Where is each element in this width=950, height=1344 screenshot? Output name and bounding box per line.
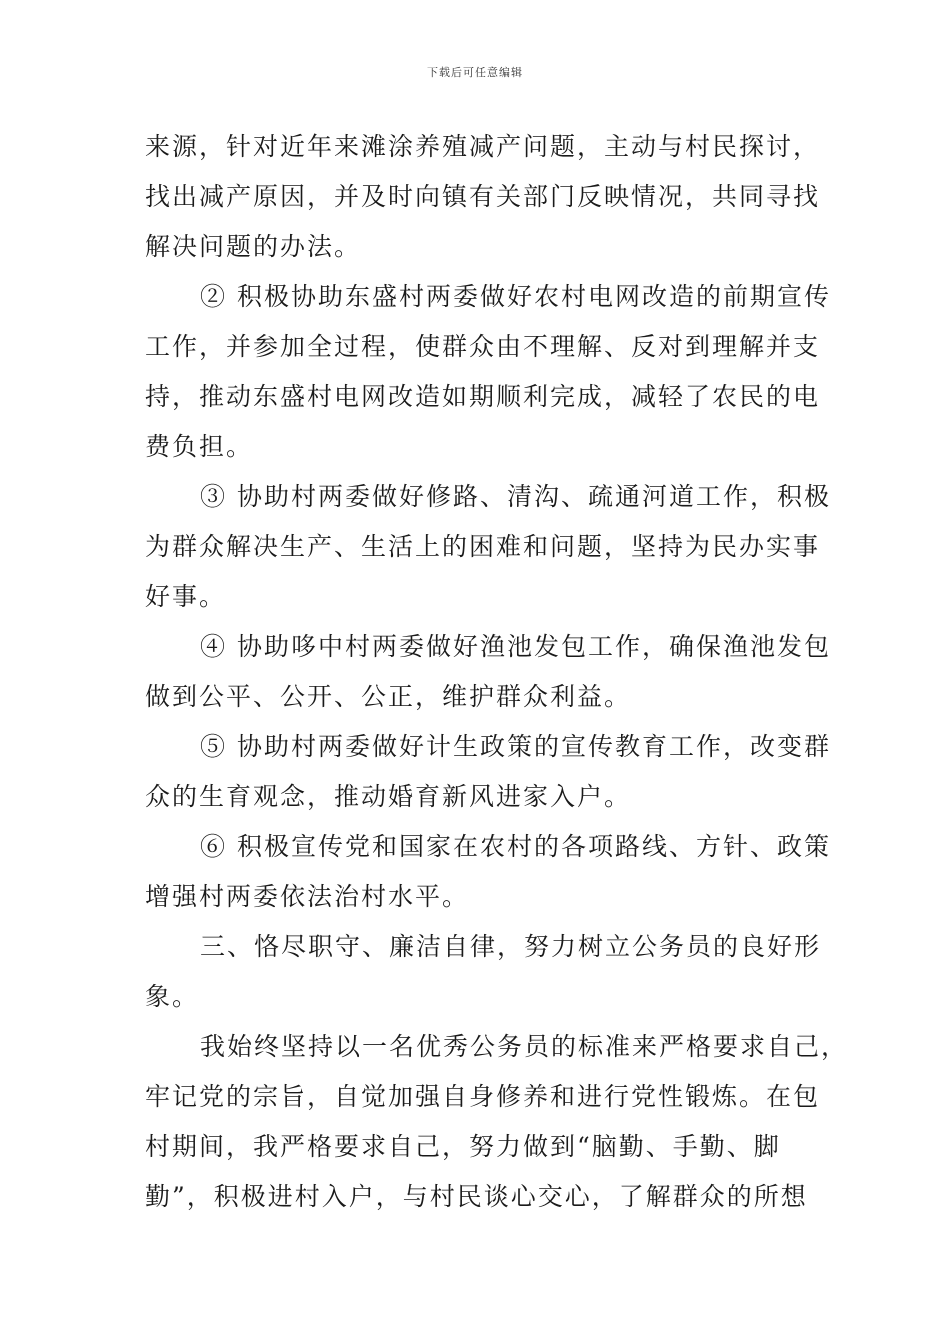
paragraph-line: 众的生育观念，推动婚育新风进家入户。 — [145, 782, 632, 811]
paragraph-line: 费负担。 — [145, 432, 254, 461]
item-6-line: ⑥ 积极宣传党和国家在农村的各项路线、方针、政策 — [200, 832, 831, 861]
paragraph-line: 好事。 — [145, 582, 227, 611]
paragraph-line: 勤”，积极进村入户，与村民谈心交心，了解群众的所想 — [145, 1182, 808, 1211]
paragraph-line: 牢记党的宗旨，自觉加强自身修养和进行党性锻炼。在包 — [145, 1082, 821, 1111]
paragraph-line: 做到公平、公开、公正，维护群众利益。 — [145, 682, 632, 711]
section-heading-line: 三、恪尽职守、廉洁自律，努力树立公务员的良好形 — [200, 932, 822, 961]
paragraph-line: 村期间，我严格要求自己，努力做到“脑勤、手勤、脚 — [145, 1132, 781, 1161]
document-body — [145, 122, 849, 1222]
item-2-line: ② 积极协助东盛村两委做好农村电网改造的前期宣传 — [200, 282, 831, 311]
item-4-line: ④ 协助哆中村两委做好渔池发包工作，确保渔池发包 — [200, 632, 831, 661]
section-heading-line: 象。 — [145, 982, 200, 1011]
paragraph-line: 持，推动东盛村电网改造如期顺利完成，减轻了农民的电 — [145, 382, 821, 411]
paragraph-line: 解决问题的办法。 — [145, 232, 362, 261]
item-3-line: ③ 协助村两委做好修路、清沟、疏通河道工作，积极 — [200, 482, 831, 511]
paragraph-line: 为群众解决生产、生活上的困难和问题，坚持为民办实事 — [145, 532, 821, 561]
paragraph-line: 工作，并参加全过程，使群众由不理解、反对到理解并支 — [145, 332, 821, 361]
paragraph-line: 找出减产原因，并及时向镇有关部门反映情况，共同寻找 — [145, 182, 821, 211]
item-5-line: ⑤ 协助村两委做好计生政策的宣传教育工作，改变群 — [200, 732, 831, 761]
paragraph-line: 我始终坚持以一名优秀公务员的标准来严格要求自己， — [200, 1032, 849, 1061]
download-note: 下载后可任意编辑 — [427, 66, 523, 79]
paragraph-line: 来源，针对近年来滩涂养殖减产问题，主动与村民探讨， — [145, 132, 821, 161]
paragraph-line: 增强村两委依法治村水平。 — [145, 882, 470, 911]
